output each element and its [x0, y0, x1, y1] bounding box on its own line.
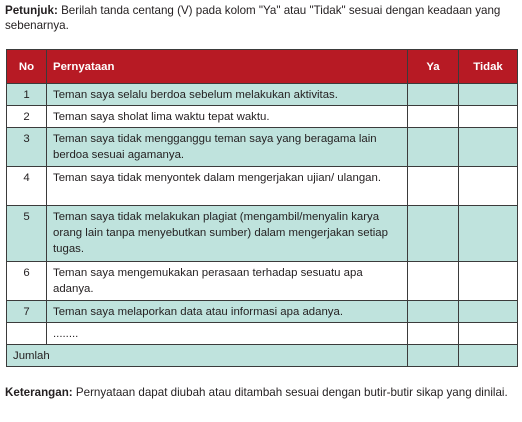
row-number: 6 [7, 262, 47, 301]
header-no: No [7, 50, 47, 84]
table-row [7, 84, 518, 106]
yes-cell[interactable] [408, 323, 459, 345]
table-row [7, 106, 518, 128]
instruction [5, 3, 515, 33]
header-no-answer: Tidak [459, 50, 518, 84]
table-row [7, 167, 518, 206]
yes-cell[interactable] [408, 262, 459, 301]
row-number: 2 [7, 106, 47, 128]
instruction-label: Petunjuk: [5, 4, 58, 17]
no-total-cell[interactable] [459, 345, 518, 367]
row-statement: Teman saya tidak melakukan plagiat (mengambil/menyalin karya orang lain tanpa menyebutkan sumber) dalam mengerjakan setiap tugas. [47, 206, 408, 262]
yes-cell[interactable] [408, 84, 459, 106]
row-number: 7 [7, 301, 47, 323]
row-statement: Teman saya tidak mengganggu teman saya yang beragama lain berdoa sesuai agamanya. [47, 128, 408, 167]
instruction-text: Berilah tanda centang (V) pada kolom "Ya" atau "Tidak" sesuai dengan keadaan yang sebenarnya. [5, 4, 501, 32]
table-row [7, 262, 518, 301]
row-number: 1 [7, 84, 47, 106]
yes-cell[interactable] [408, 106, 459, 128]
row-number [7, 323, 47, 345]
no-cell[interactable] [459, 128, 518, 167]
total-label: Jumlah [7, 345, 408, 367]
no-cell[interactable] [459, 84, 518, 106]
table-row [7, 128, 518, 167]
header-statement: Pernyataan [47, 50, 408, 84]
no-cell[interactable] [459, 106, 518, 128]
row-number: 3 [7, 128, 47, 167]
table-row [7, 301, 518, 323]
row-statement: Teman saya mengemukakan perasaan terhadap sesuatu apa adanya. [47, 262, 408, 301]
assessment-table [6, 49, 518, 367]
note-label: Keterangan: [5, 386, 73, 399]
note [5, 385, 517, 400]
note-text: Pernyataan dapat diubah atau ditambah sesuai dengan butir-butir sikap yang dinilai. [75, 386, 508, 399]
total-row [7, 345, 518, 367]
yes-cell[interactable] [408, 301, 459, 323]
no-cell[interactable] [459, 323, 518, 345]
row-statement: Teman saya tidak menyontek dalam mengerjakan ujian/ ulangan. [47, 167, 408, 206]
table-row [7, 323, 518, 345]
no-cell[interactable] [459, 262, 518, 301]
yes-cell[interactable] [408, 206, 459, 262]
row-number: 5 [7, 206, 47, 262]
no-cell[interactable] [459, 301, 518, 323]
yes-total-cell[interactable] [408, 345, 459, 367]
table-header-row [7, 50, 518, 84]
row-statement: Teman saya selalu berdoa sebelum melakukan aktivitas. [47, 84, 408, 106]
row-statement: ........ [47, 323, 408, 345]
no-cell[interactable] [459, 167, 518, 206]
header-yes: Ya [408, 50, 459, 84]
yes-cell[interactable] [408, 167, 459, 206]
no-cell[interactable] [459, 206, 518, 262]
table-row [7, 206, 518, 262]
row-statement: Teman saya sholat lima waktu tepat waktu. [47, 106, 408, 128]
row-statement: Teman saya melaporkan data atau informasi apa adanya. [47, 301, 408, 323]
row-number: 4 [7, 167, 47, 206]
yes-cell[interactable] [408, 128, 459, 167]
